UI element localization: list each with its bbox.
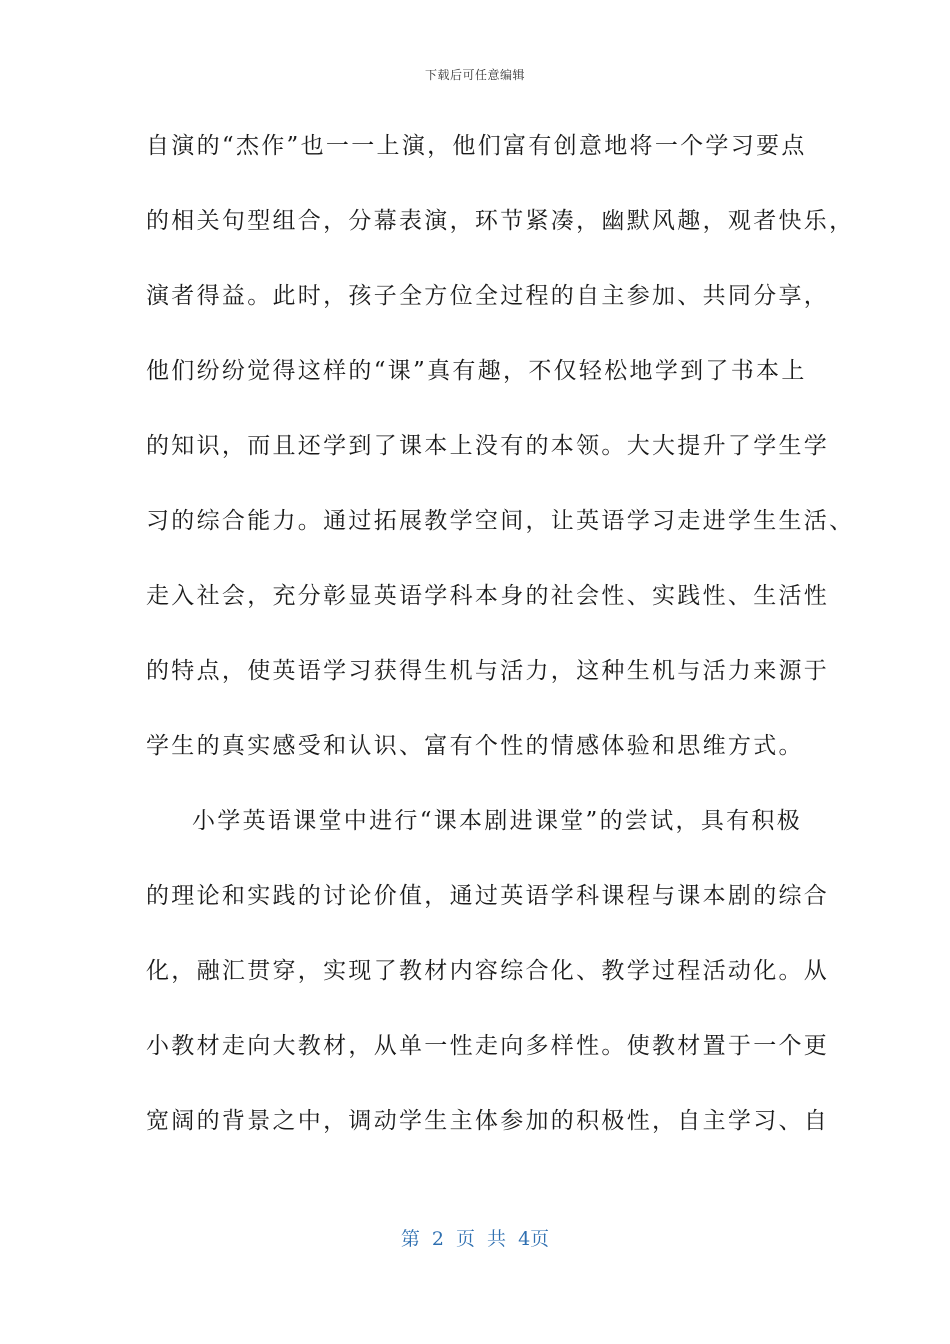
text-line: 的理论和实践的讨论价值，通过英语学科课程与课本剧的综合: [146, 883, 830, 909]
text-line: 习的综合能力。通过拓展教学空间，让英语学习走进学生生活、: [146, 508, 855, 534]
text-line: 走入社会，充分彰显英语学科本身的社会性、实践性、生活性: [146, 583, 830, 609]
text-line: 演者得益。此时，孩子全方位全过程的自主参加、共同分享，: [146, 283, 830, 309]
text-line: 化，融汇贯穿，实现了教材内容综合化、教学过程活动化。从: [146, 958, 830, 984]
text-line: 的相关句型组合，分幕表演，环节紧凑，幽默风趣，观者快乐，: [146, 208, 855, 234]
text-line: 的知识，而且还学到了课本上没有的本领。大大提升了学生学: [146, 433, 830, 459]
text-line: 的特点，使英语学习获得生机与活力，这种生机与活力来源于: [146, 658, 830, 684]
page-header: 下载后可任意编辑: [424, 68, 525, 82]
text-line: 学生的真实感受和认识、富有个性的情感体验和思维方式。: [146, 733, 804, 759]
text-line: 小学英语课堂中进行“课本剧进课堂”的尝试，具有积极: [192, 808, 803, 834]
text-line: 自演的“杰作”也一一上演，他们富有创意地将一个学习要点: [146, 133, 807, 159]
page-number-footer: 第 2 页 共 4页: [400, 1228, 550, 1250]
text-line: 小教材走向大教材，从单一性走向多样性。使教材置于一个更: [146, 1033, 830, 1059]
text-line: 宽阔的背景之中，调动学生主体参加的积极性，自主学习、自: [146, 1108, 830, 1134]
document-body: [146, 128, 855, 1178]
paragraph-1: [146, 128, 855, 803]
text-line: 他们纷纷觉得这样的“课”真有趣，不仅轻松地学到了书本上: [146, 358, 807, 384]
paragraph-2: [146, 803, 830, 1178]
